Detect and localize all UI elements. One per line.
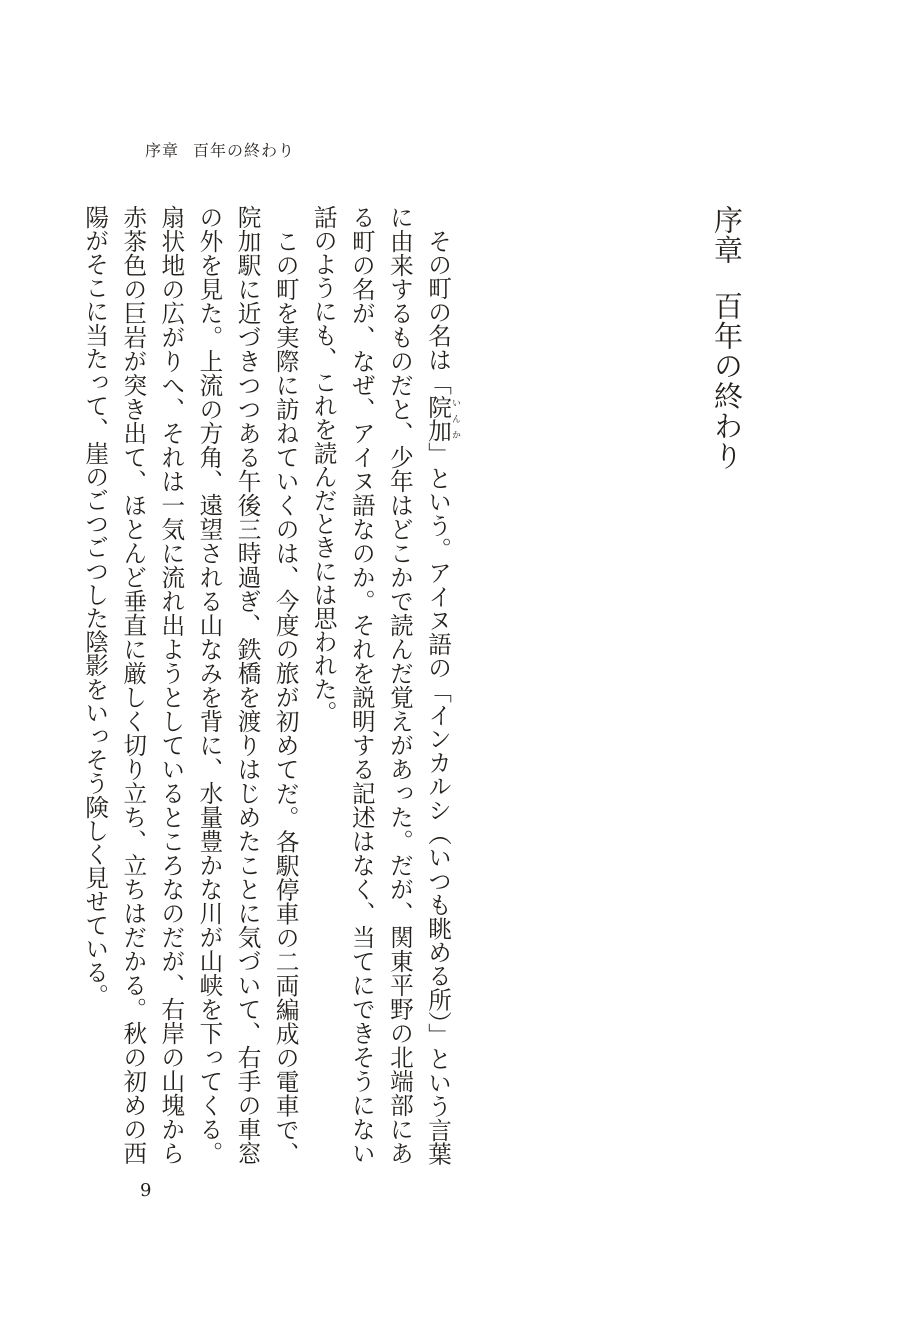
body-text [76,205,460,1165]
running-header [145,138,295,161]
running-header-title: 百年の終わり [193,141,296,160]
furigana-reading: いんか [450,394,460,442]
running-header-chapter: 序章 [145,141,180,160]
paragraph-1 [305,205,460,1165]
page-number: 9 [140,1180,152,1201]
chapter-label: 序章 [710,205,744,265]
chapter-title-text: 百年の終わり [710,291,744,471]
paragraph-1-text-a: その町の名は「 [424,228,452,395]
paragraph-2: この町を実際に訪ねていくのは、今度の旅が初めてだ。各駅停車の二両編成の電車で、院加駅に近づきつつある午後三時過ぎ、鉄橋を渡りはじめたことに気づいて、右手の車窓の外を見た。上流の方角、遠望される山なみを背に、水量豊かな川が山峡を下ってくる。扇状地の広がりへ、それは一気に流れ出ようとしているところなのだが、右岸の山塊から赤茶色の巨岩が突き出て、ほとんど垂直に厳しく切り立ち、立ちはだかる。秋の初めの西陽がそこに当たって、崖のごつごつした陰影をいっそう険しく見せている。 [81,205,300,1165]
paragraph-1-text-b: 」という。アイヌ語の「インカルシ（いつも眺める所）」という言葉に由来するものだと、少年はどこかで読んだ覚えがあった。だが、関東平野の北端部にある町の名が、なぜ、アイヌ語なのか。それを説明する記述はなく、当てにできそうにない話のようにも、これを読んだときには思われた。 [309,205,452,1165]
chapter-title [710,205,744,471]
furigana-inka: 院加いんか [424,394,460,442]
